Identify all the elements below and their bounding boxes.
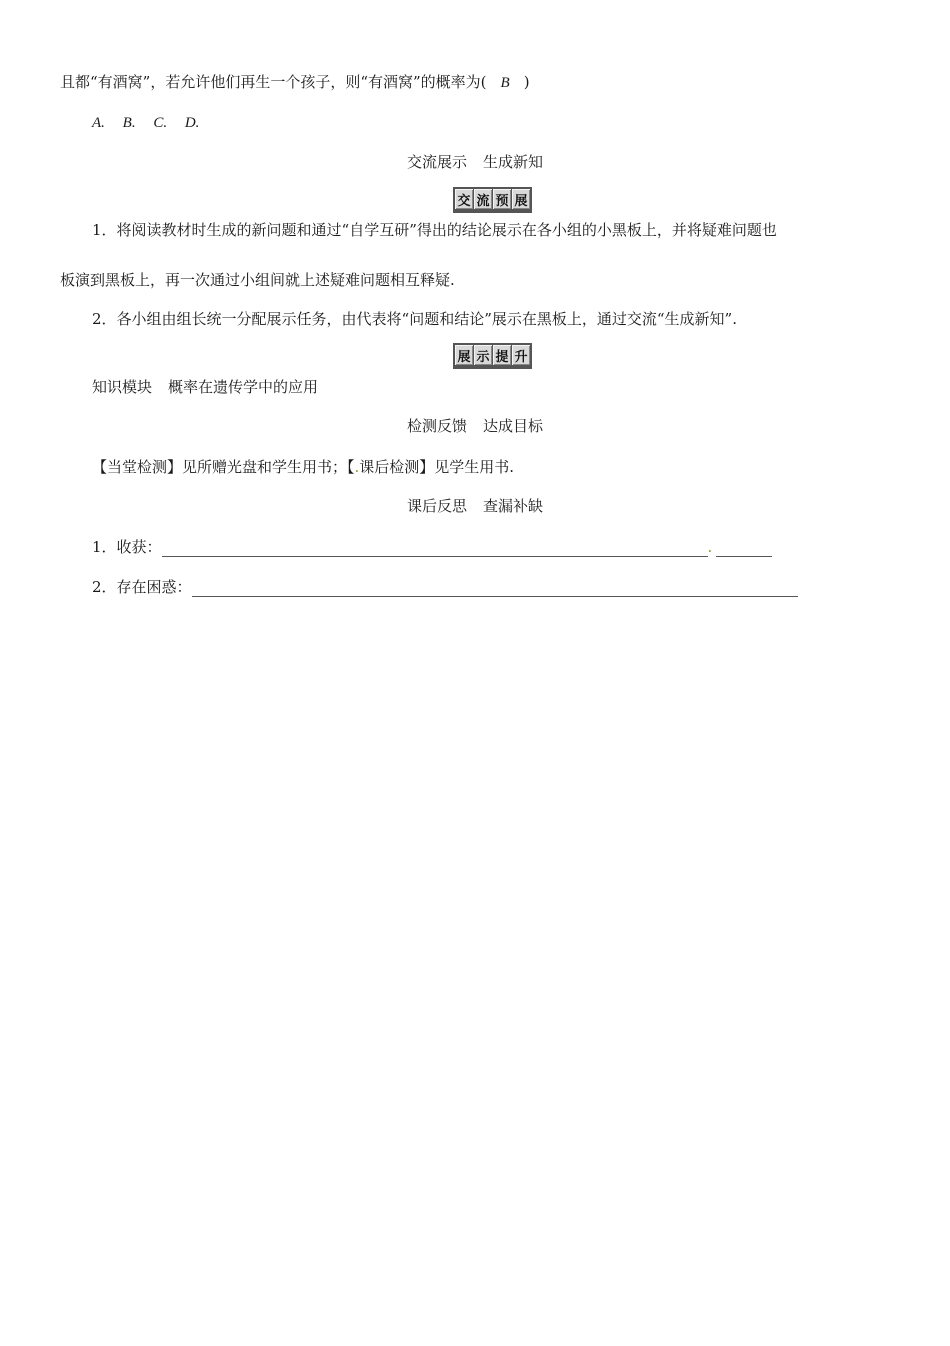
- confusion-label: 2．存在困惑：: [92, 578, 192, 596]
- section-title-part-b: 达成目标: [483, 417, 544, 435]
- section-title-part-a: 检测反馈: [406, 417, 467, 435]
- answer-options: A. B. C. D.: [92, 115, 200, 131]
- item1-line1: 1．将阅读教材时生成的新问题和通过“自学互研”得出的结论展示在各小组的小黑板上，并将疑难问题也: [92, 221, 777, 239]
- banner-char: 预: [493, 189, 511, 209]
- section-title-part-b: 生成新知: [483, 153, 544, 171]
- banner-char: 流: [474, 189, 492, 209]
- section-title-part-a: 课后反思: [406, 497, 467, 515]
- section-title-part-a: 交流展示: [406, 153, 467, 171]
- check-part2: 课后检测】见学生用书.: [359, 458, 515, 476]
- knowledge-module: [92, 377, 318, 397]
- question-text: 且都“有酒窝”，若允许他们再生一个孩子，则“有酒窝”的概率为(: [60, 73, 487, 91]
- gain-label: 1．收获：: [92, 538, 162, 556]
- confusion-line: [92, 577, 798, 597]
- module-label: 知识模块: [92, 378, 153, 396]
- question-close: ): [523, 73, 530, 91]
- answer-letter: B: [500, 75, 510, 91]
- banner-char: 提: [493, 345, 511, 365]
- stray-mark: .: [707, 538, 713, 556]
- banner-char: 升: [512, 345, 530, 365]
- banner-char: 展: [455, 345, 473, 365]
- section-title-feedback: [0, 416, 950, 436]
- banner-display-improve: [453, 343, 532, 369]
- stray-mark: .: [354, 458, 360, 476]
- banner-exchange-preview: [453, 187, 532, 213]
- item2-line: 2．各小组由组长统一分配展示任务，由代表将“问题和结论”展示在黑板上，通过交流“生成新知”.: [92, 310, 737, 328]
- section-title-part-b: 查漏补缺: [483, 497, 544, 515]
- question-line: [60, 72, 530, 93]
- check-line: [92, 457, 514, 477]
- section-title-reflection: [0, 496, 950, 516]
- gain-blank[interactable]: [162, 542, 708, 557]
- module-title: 概率在遗传学中的应用: [168, 378, 319, 396]
- banner-char: 展: [512, 189, 530, 209]
- gain-line: [92, 537, 772, 557]
- confusion-blank[interactable]: [192, 582, 798, 597]
- banner-char: 示: [474, 345, 492, 365]
- banner-char: 交: [455, 189, 473, 209]
- gain-blank-end[interactable]: [716, 542, 772, 557]
- section-title-exchange: [0, 152, 950, 172]
- check-part1: 【当堂检测】见所赠光盘和学生用书；【: [92, 458, 355, 476]
- item1-line2: 板演到黑板上，再一次通过小组间就上述疑难问题相互释疑.: [60, 271, 455, 289]
